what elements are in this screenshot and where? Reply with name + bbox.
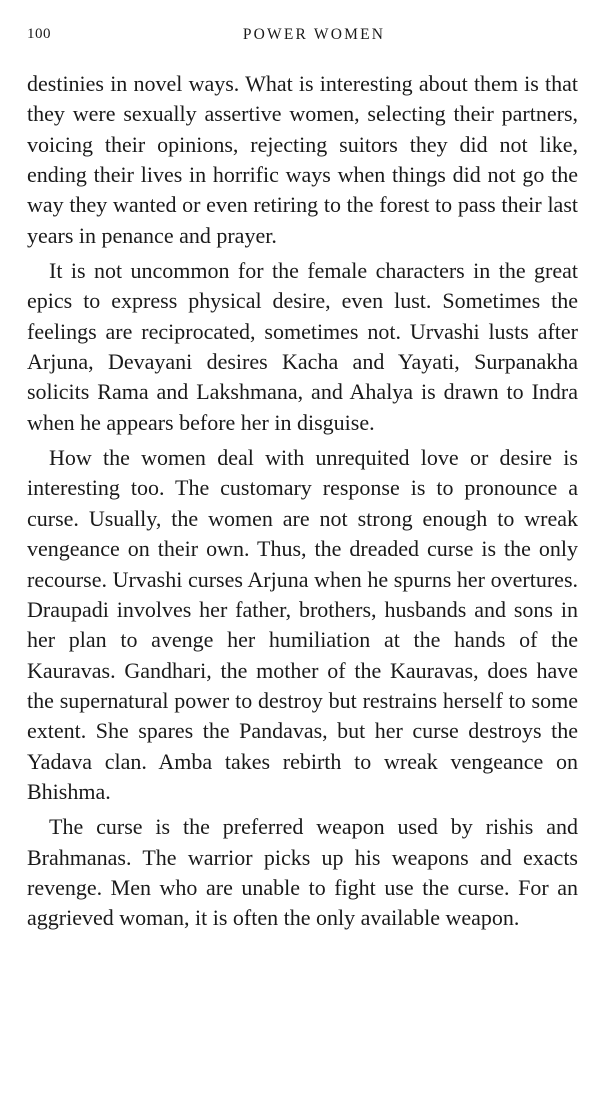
paragraph-3: How the women deal with unrequited love or desire is interesting too. The customary response is to pronounce a curse. Usually, the women are not strong enough to wreak vengeance on their own. Thus, the dreaded curse is the only recourse. Urvashi curses Arjuna when he spurns her overtures. Draupadi involves her father, brothers, husbands and sons in her plan to avenge her humiliation at the hands of the Kauravas. Gandhari, the mother of the Kauravas, does have the supernatural power to destroy but restrains herself to some extent. She spares the Pandavas, but her curse destroys the Yadava clan. Amba takes rebirth to wreak vengeance on Bhishma. xyxy=(27,445,578,804)
body-text xyxy=(27,69,578,934)
running-head: POWER WOMEN xyxy=(242,26,386,43)
page-number: 100 xyxy=(27,26,51,42)
page-header xyxy=(27,26,577,48)
paragraph-1: destinies in novel ways. What is interesting about them is that they were sexually assertive women, selecting their partners, voicing their opinions, rejecting suitors they did not like, ending their lives in horrific ways when things did not go the way they wanted or even retiring to the forest to pass their last years in penance and prayer. xyxy=(27,71,578,248)
paragraph-4: The curse is the preferred weapon used by rishis and Brahmanas. The warrior picks up his weapons and exacts revenge. Men who are unable to fight use the curse. For an aggrieved woman, it is often the only available weapon. xyxy=(27,814,578,931)
paragraph-2: It is not uncommon for the female characters in the great epics to express physical desire, even lust. Sometimes the feelings are reciprocated, sometimes not. Urvashi lusts after Arjuna, Devayani desires Kacha and Yayati, Surpanakha solicits Rama and Lakshmana, and Ahalya is drawn to Indra when he appears before her in disguise. xyxy=(27,258,578,435)
